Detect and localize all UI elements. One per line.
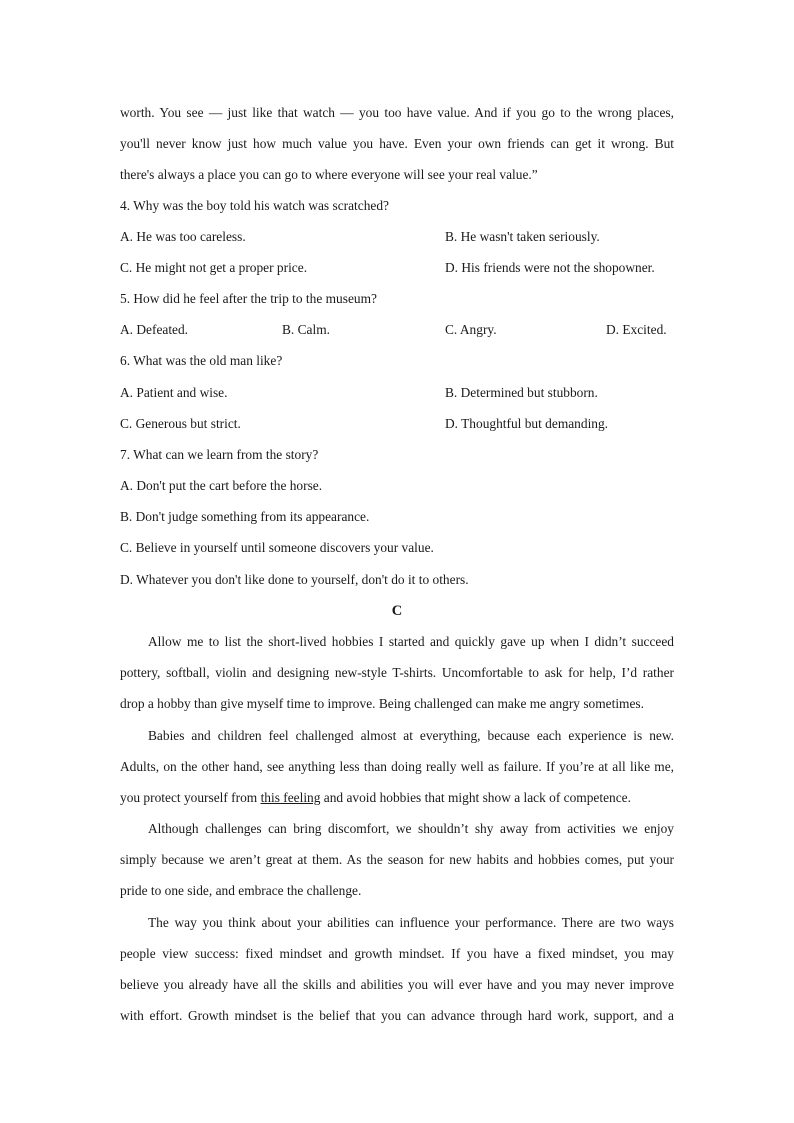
question-5-option-d: D. Excited. bbox=[606, 322, 667, 337]
paragraph-1-line: pottery, softball, violin and designing new-style T-shirts. Uncomfortable to ask for help, I’d rather bbox=[120, 665, 674, 680]
question-6-stem: 6. What was the old man like? bbox=[120, 353, 283, 368]
question-7-option-d: D. Whatever you don't like done to yourself, don't do it to others. bbox=[120, 572, 469, 587]
question-4-option-b: B. He wasn't taken seriously. bbox=[445, 229, 600, 244]
paragraph-4-line: with effort. Growth mindset is the belief that you can advance through hard work, support, and a bbox=[120, 1008, 674, 1023]
question-6-option-d: D. Thoughtful but demanding. bbox=[445, 416, 609, 431]
question-4-option-c: C. He might not get a proper price. bbox=[120, 260, 308, 275]
passage-line: there's always a place you can go to where everyone will see your real value.” bbox=[120, 167, 538, 182]
paragraph-1-line: drop a hobby than give myself time to improve. Being challenged can make me angry sometimes. bbox=[120, 696, 644, 711]
passage-line: worth. You see — just like that watch — you too have value. And if you go to the wrong places, bbox=[120, 105, 674, 120]
question-4-option-d: D. His friends were not the shopowner. bbox=[445, 260, 655, 275]
paragraph-2-line bbox=[120, 789, 674, 807]
paragraph-2-text: and avoid hobbies that might show a lack of competence. bbox=[320, 790, 631, 805]
question-7-option-a: A. Don't put the cart before the horse. bbox=[120, 478, 323, 493]
paragraph-2-text: you protect yourself from bbox=[120, 790, 261, 805]
question-5-option-a: A. Defeated. bbox=[120, 322, 189, 337]
question-4-option-a: A. He was too careless. bbox=[120, 229, 246, 244]
paragraph-2-line: Babies and children feel challenged almost at everything, because each experience is new. bbox=[148, 728, 674, 743]
paragraph-3-line: Although challenges can bring discomfort, we shouldn’t shy away from activities we enjoy bbox=[148, 821, 674, 836]
paragraph-3-line: simply because we aren’t great at them. As the season for new habits and hobbies comes, put your bbox=[120, 852, 674, 867]
question-5-option-b: B. Calm. bbox=[282, 322, 330, 337]
question-7-option-b: B. Don't judge something from its appearance. bbox=[120, 509, 370, 524]
question-6-option-b: B. Determined but stubborn. bbox=[445, 385, 598, 400]
question-4-stem: 4. Why was the boy told his watch was scratched? bbox=[120, 198, 389, 213]
paragraph-4-line: believe you already have all the skills and abilities you will ever have and you may never improve bbox=[120, 977, 674, 992]
paragraph-3-line: pride to one side, and embrace the challenge. bbox=[120, 883, 362, 898]
section-c-heading: C bbox=[391, 603, 403, 619]
paragraph-1-line: Allow me to list the short-lived hobbies I started and quickly gave up when I didn’t succeed bbox=[148, 634, 674, 649]
question-6-option-a: A. Patient and wise. bbox=[120, 385, 228, 400]
question-7-option-c: C. Believe in yourself until someone discovers your value. bbox=[120, 540, 434, 555]
passage-line: you'll never know just how much value you have. Even your own friends can get it wrong. But bbox=[120, 136, 674, 151]
paragraph-4-line: people view success: fixed mindset and growth mindset. If you have a fixed mindset, you may bbox=[120, 946, 674, 961]
question-5-option-c: C. Angry. bbox=[445, 322, 497, 337]
underlined-phrase: this feeling bbox=[260, 790, 321, 805]
paragraph-2-line: Adults, on the other hand, see anything less than doing really well as failure. If you’re at all like me, bbox=[120, 759, 674, 774]
paragraph-4-line: The way you think about your abilities can influence your performance. There are two ways bbox=[148, 915, 674, 930]
question-5-stem: 5. How did he feel after the trip to the museum? bbox=[120, 291, 377, 306]
question-7-stem: 7. What can we learn from the story? bbox=[120, 447, 319, 462]
question-6-option-c: C. Generous but strict. bbox=[120, 416, 241, 431]
